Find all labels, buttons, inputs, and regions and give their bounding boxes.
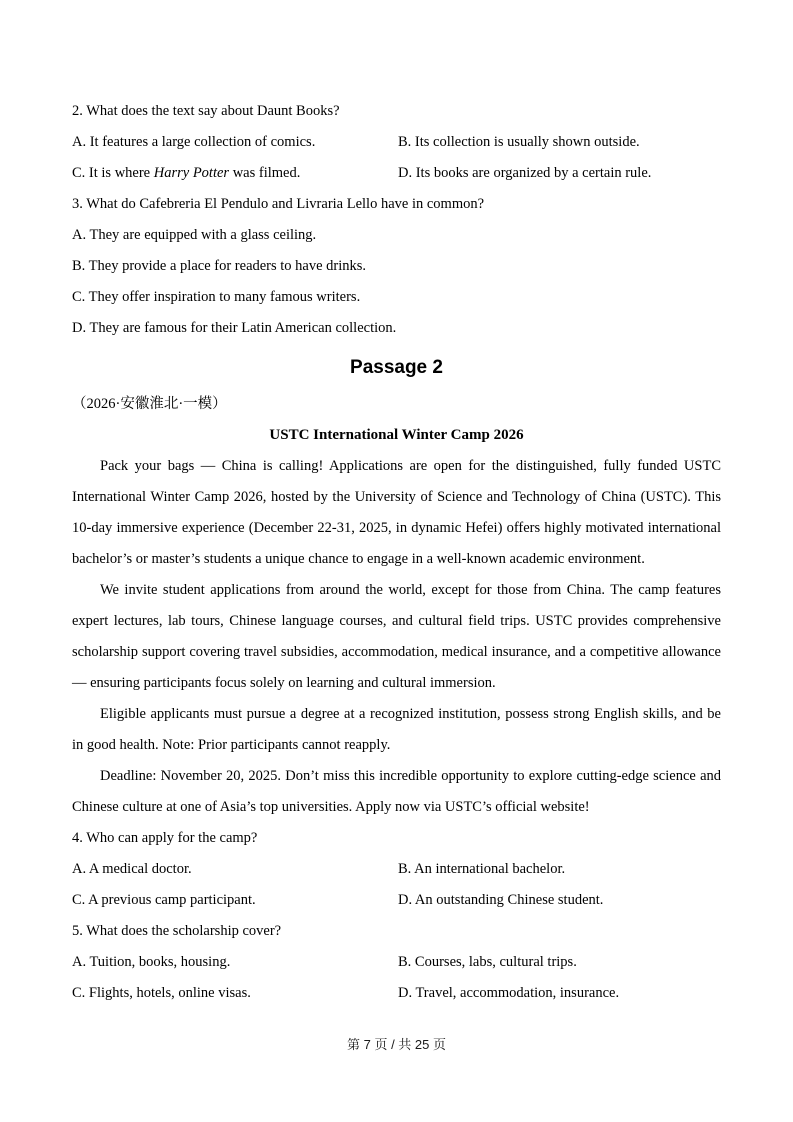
passage-2-article-title: USTC International Winter Camp 2026 <box>269 427 524 443</box>
passage-2-paragraph-2: We invite student applications from around the world, except for those from China. The camp features expert lectures, lab tours, Chinese language courses, and cultural field trips. USTC provides comprehensive scholarship support covering travel subsidies, accommodation, medical insurance, and a competitive allowance — ensuring participants focus solely on learning and cultural immersion. <box>72 582 721 691</box>
q5-options-row-cd <box>72 978 721 1009</box>
q2-option-c <box>72 158 398 189</box>
q2-option-c-suffix: was filmed. <box>229 165 301 181</box>
q5-option-a: A. Tuition, books, housing. <box>72 954 231 970</box>
q2-option-b: B. Its collection is usually shown outside. <box>398 134 640 150</box>
q2-option-c-italic-title: Harry Potter <box>153 165 230 181</box>
q4-options-row-ab <box>72 854 721 885</box>
q3-option-a: A. They are equipped with a glass ceiling. <box>72 227 317 243</box>
q2-option-c-prefix: C. It is where <box>72 165 154 181</box>
q3-option-d: D. They are famous for their Latin American collection. <box>72 320 397 336</box>
q2-options-row-cd <box>72 158 721 189</box>
q5-option-c: C. Flights, hotels, online visas. <box>72 985 251 1001</box>
question-5-text: 5. What does the scholarship cover? <box>72 923 282 939</box>
q4-options-row-cd <box>72 885 721 916</box>
q5-options-row-ab <box>72 947 721 978</box>
question-2-text: 2. What does the text say about Daunt Books? <box>72 103 340 119</box>
question-4-text: 4. Who can apply for the camp? <box>72 830 258 846</box>
q4-option-a: A. A medical doctor. <box>72 861 192 877</box>
q2-options-row-ab <box>72 127 721 158</box>
q4-option-c: C. A previous camp participant. <box>72 892 256 908</box>
passage-2-paragraph-4: Deadline: November 20, 2025. Don’t miss this incredible opportunity to explore cutting-edge science and Chinese culture at one of Asia’s top universities. Apply now via USTC’s official website! <box>72 768 721 815</box>
page-number-footer: 第 7 页 / 共 25 页 <box>347 1037 446 1052</box>
passage-2-source: （2026·安徽淮北·一模） <box>72 396 227 412</box>
q4-option-b: B. An international bachelor. <box>398 861 566 877</box>
q2-option-a: A. It features a large collection of comics. <box>72 134 316 150</box>
question-3-text: 3. What do Cafebreria El Pendulo and Livraria Lello have in common? <box>72 196 485 212</box>
q3-option-c: C. They offer inspiration to many famous writers. <box>72 289 361 305</box>
passage-2-paragraph-1: Pack your bags — China is calling! Applications are open for the distinguished, fully funded USTC International Winter Camp 2026, hosted by the University of Science and Technology of China (USTC). This 10-day immersive experience (December 22-31, 2025, in dynamic Hefei) offers highly motivated international bachelor’s or master’s students a unique chance to engage in a well-known academic environment. <box>72 458 721 567</box>
q2-option-d: D. Its books are organized by a certain rule. <box>398 165 652 181</box>
q5-option-d: D. Travel, accommodation, insurance. <box>398 985 620 1001</box>
q4-option-d: D. An outstanding Chinese student. <box>398 892 604 908</box>
passage-2-paragraph-3: Eligible applicants must pursue a degree at a recognized institution, possess strong English skills, and be in good health. Note: Prior participants cannot reapply. <box>72 706 721 753</box>
passage-2-heading: Passage 2 <box>350 357 443 378</box>
q3-option-b: B. They provide a place for readers to have drinks. <box>72 258 367 274</box>
q5-option-b: B. Courses, labs, cultural trips. <box>398 954 577 970</box>
